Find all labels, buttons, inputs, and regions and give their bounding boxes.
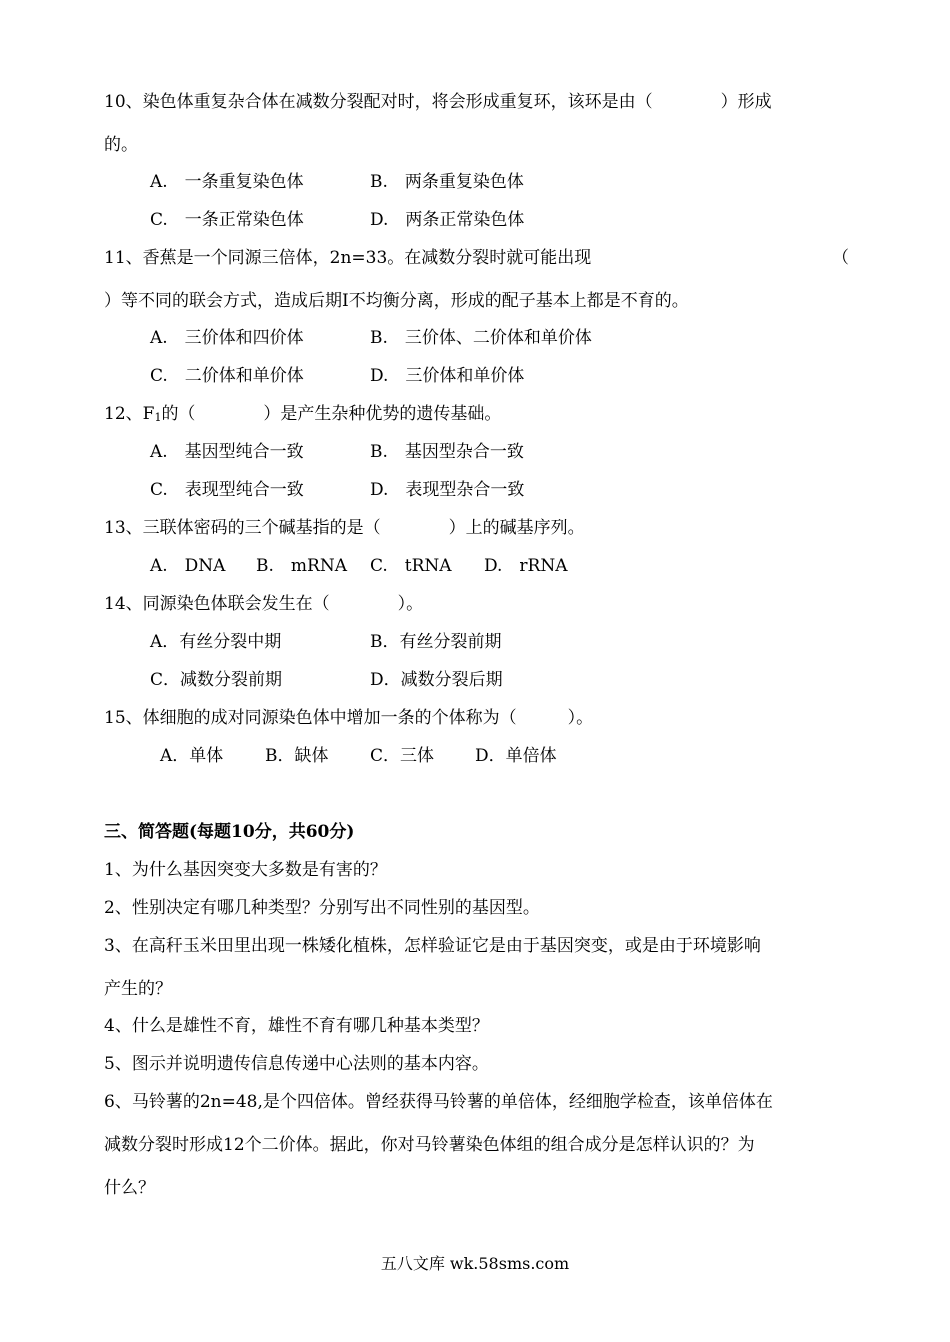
question-11-option-a: A. 三价体和四价体 (150, 328, 304, 348)
question-10-line-2: 的。 (104, 135, 138, 155)
question-13-line-1: 13、三联体密码的三个碱基指的是（ ）上的碱基序列。 (104, 518, 585, 538)
short-answer-3-line-1: 3、在高秆玉米田里出现一株矮化植株，怎样验证它是由于基因突变，或是由于环境影响 (104, 936, 761, 956)
question-15-option-a: A．单体 (160, 746, 224, 766)
short-answer-1: 1、为什么基因突变大多数是有害的？ (104, 860, 387, 880)
footer-watermark: 五八文库 wk.58sms.com (380, 1254, 570, 1273)
question-13-option-c: C. tRNA (370, 556, 452, 576)
question-11-option-d: D. 三价体和单价体 (370, 366, 525, 386)
question-12-rest: 的（ ）是产生杂种优势的遗传基础。 (161, 404, 502, 424)
short-answer-6-line-3: 什么？ (104, 1178, 155, 1198)
question-12-option-d: D. 表现型杂合一致 (370, 480, 525, 500)
question-11-option-c: C. 二价体和单价体 (150, 366, 304, 386)
question-15-option-d: D．单倍体 (475, 746, 557, 766)
question-14-option-d: D．减数分裂后期 (370, 670, 503, 690)
question-14-option-b: B．有丝分裂前期 (370, 632, 502, 652)
question-10-option-b: B. 两条重复染色体 (370, 172, 524, 192)
short-answer-4: 4、什么是雄性不育，雄性不育有哪几种基本类型？ (104, 1016, 489, 1036)
short-answer-6-line-1: 6、马铃薯的2n=48,是个四倍体。曾经获得马铃薯的单倍体，经细胞学检查，该单倍体在 (104, 1092, 773, 1112)
short-answer-3-line-2: 产生的？ (104, 979, 172, 999)
question-12-option-a: A. 基因型纯合一致 (150, 442, 304, 462)
question-11-line-1: 11、香蕉是一个同源三倍体，2n=33。在减数分裂时就可能出现 (104, 248, 592, 268)
question-14-option-c: C．减数分裂前期 (150, 670, 283, 690)
question-13-option-b: B. mRNA (256, 556, 347, 576)
short-answer-5: 5、图示并说明遗传信息传递中心法则的基本内容。 (104, 1054, 489, 1074)
short-answer-2: 2、性别决定有哪几种类型？分别写出不同性别的基因型。 (104, 898, 540, 918)
question-10-line-1: 10、染色体重复杂合体在减数分裂配对时，将会形成重复环，该环是由（ ）形成 (104, 92, 772, 112)
question-13-option-a: A. DNA (150, 556, 226, 576)
question-10-option-a: A. 一条重复染色体 (150, 172, 304, 192)
question-12-line-1 (104, 402, 501, 430)
question-15-line-1: 15、体细胞的成对同源染色体中增加一条的个体称为（ ）。 (104, 708, 594, 728)
question-14-option-a: A．有丝分裂中期 (150, 632, 282, 652)
question-11-option-b: B. 三价体、二价体和单价体 (370, 328, 592, 348)
question-15-option-c: C．三体 (370, 746, 435, 766)
short-answer-6-line-2: 减数分裂时形成12个二价体。据此，你对马铃薯染色体组的组合成分是怎样认识的？为 (104, 1135, 755, 1155)
question-10-option-d: D. 两条正常染色体 (370, 210, 525, 230)
question-12-subscript: 1 (154, 411, 162, 424)
question-13-option-d: D. rRNA (484, 556, 568, 576)
question-12-option-b: B. 基因型杂合一致 (370, 442, 524, 462)
question-14-line-1: 14、同源染色体联会发生在（ ）。 (104, 594, 424, 614)
section-3-heading: 三、简答题(每题10分，共60分) (104, 822, 355, 842)
question-15-option-b: B．缺体 (265, 746, 329, 766)
question-12-prefix: 12、F (104, 404, 155, 424)
question-11-line-2: ）等不同的联会方式，造成后期Ⅰ不均衡分离，形成的配子基本上都是不育的。 (104, 291, 689, 311)
question-10-option-c: C. 一条正常染色体 (150, 210, 304, 230)
question-12-option-c: C. 表现型纯合一致 (150, 480, 304, 500)
question-11-paren: （ (832, 248, 849, 268)
